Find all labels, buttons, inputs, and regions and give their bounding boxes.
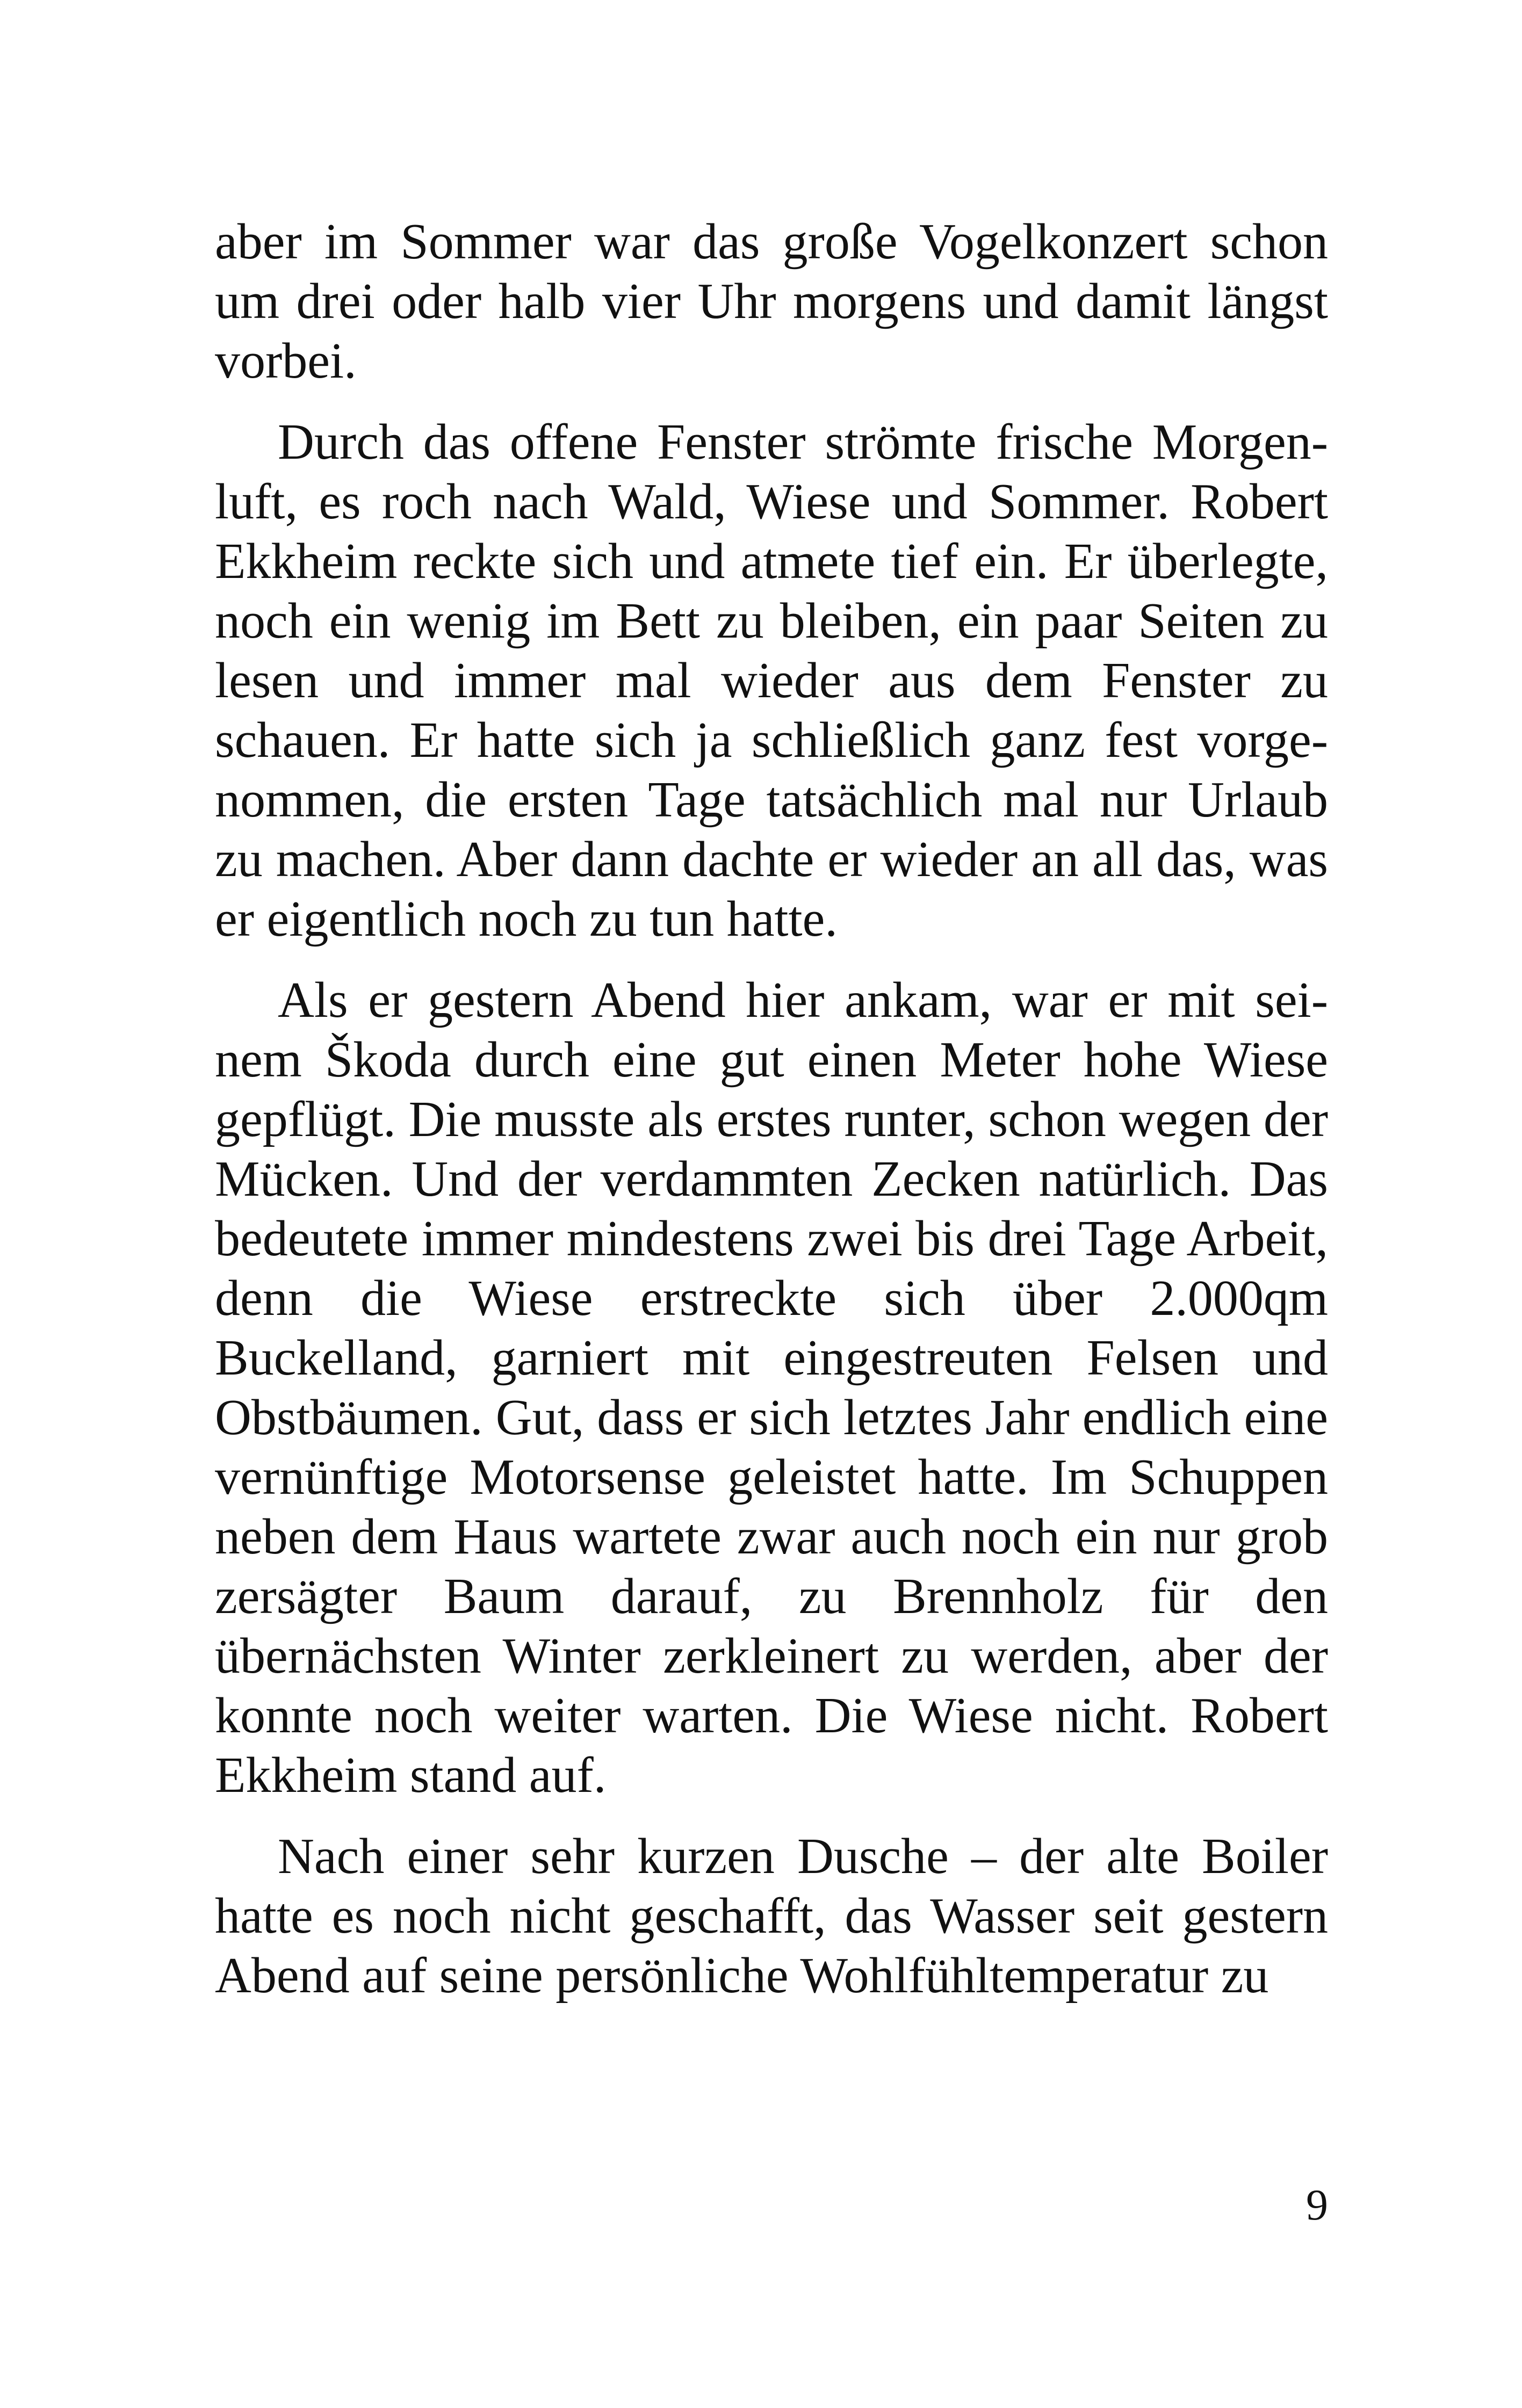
body-text bbox=[215, 212, 1328, 2027]
paragraph-2: Durch das offene Fenster strömte frische Morgenluft, es roch nach Wald, Wiese und Sommer. Robert Ekkheim reckte sich und atmete tief ein. Er überlegte, noch ein wenig im Bett zu bleiben, ein paar Seiten zu lesen und immer mal wieder aus dem Fenster zu schauen. Er hatte sich ja schließlich ganz fest vorgenommen, die ersten Tage tatsächlich mal nur Urlaub zu machen. Aber dann dachte er wieder an all das, was er eigentlich noch zu tun hatte. bbox=[215, 414, 1328, 947]
paragraph-3: Als er gestern Abend hier ankam, war er mit seinem Škoda durch eine gut einen Meter hohe Wiese gepflügt. Die musste als erstes runter, schon wegen der Mücken. Und der verdammten Zecken natürlich. Das bedeutete immer mindestens zwei bis drei Tage Arbeit, denn die Wiese erstreckte sich über 2.000qm Buckelland, garniert mit eingestreuten Felsen und Obstbäumen. Gut, dass er sich letztes Jahr endlich eine vernünftige Motorsense geleistet hatte. Im Schuppen neben dem Haus wartete zwar auch noch ein nur grob zersägter Baum darauf, zu Brennholz für den übernächsten Winter zerkleinert zu werden, aber der konnte noch weiter warten. Die Wiese nicht. Robert Ekkheim stand auf. bbox=[215, 972, 1328, 1803]
page-number: 9 bbox=[1306, 2180, 1328, 2229]
paragraph-1: aber im Sommer war das große Vogelkonzert schon um drei oder halb vier Uhr morgens und damit längst vorbei. bbox=[215, 214, 1328, 389]
paragraph-4: Nach einer sehr kurzen Dusche – der alte Boiler hatte es noch nicht geschafft, das Wasser seit gestern Abend auf seine persönliche Wohlfühltemperatur zu bbox=[215, 1828, 1328, 2004]
